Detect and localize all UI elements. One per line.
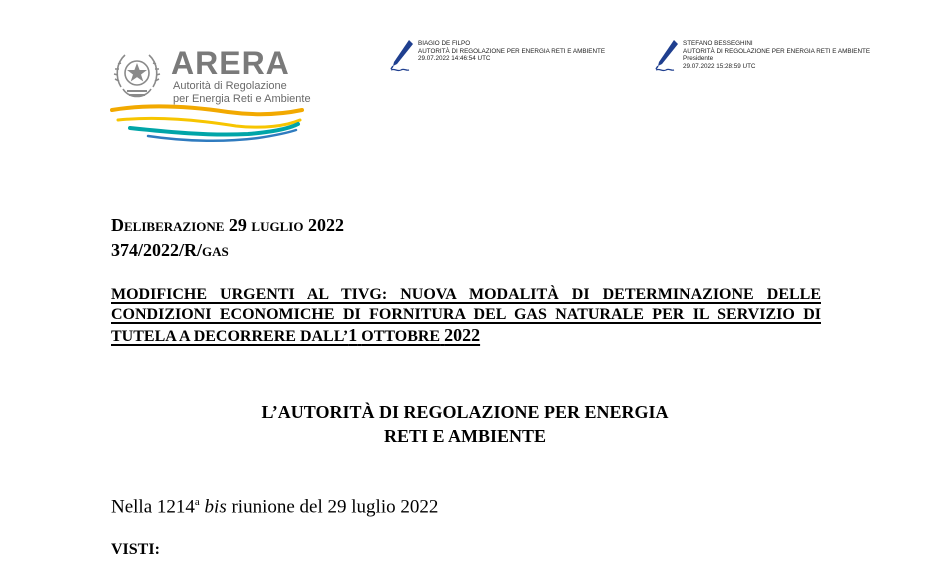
meeting-suffix: riunione del 29 luglio 2022 xyxy=(231,496,439,518)
authority-line-1: L’AUTORITÀ DI REGOLAZIONE PER ENERGIA xyxy=(261,402,669,422)
deliberation-month: luglio xyxy=(251,215,304,235)
meeting-line xyxy=(111,490,438,519)
republic-emblem-icon xyxy=(113,47,161,103)
deliberation-year: 2022 xyxy=(307,215,344,235)
subject-line-1: MODIFICHE URGENTI AL TIVG: NUOVA MODALITÀ DI DETERMINAZIONE DELLE xyxy=(111,286,821,303)
signer-organization: AUTORITÀ DI REGOLAZIONE PER ENERGIA RETI E AMBIENTE xyxy=(418,47,606,55)
authority-heading xyxy=(0,400,930,448)
meeting-ordinal-sup: a xyxy=(194,496,200,508)
logo-subtitle-line1: Autorità di Regolazione xyxy=(173,80,287,92)
deliberation-code-main: 374/2022/R/ xyxy=(111,240,203,260)
subject-line-2: CONDIZIONI ECONOMICHE DI FORNITURA DEL GAS NATURALE PER IL SERVIZIO DI xyxy=(111,306,821,323)
signer-role: Presidente xyxy=(683,55,714,62)
deliberation-code-suffix: gas xyxy=(202,240,229,260)
signature-pen-icon xyxy=(654,38,680,74)
logo-subtitle-line2: per Energia Reti e Ambiente xyxy=(173,93,311,105)
deliberation-code xyxy=(111,239,229,261)
deliberation-day: 29 xyxy=(228,215,247,235)
deliberation-title xyxy=(111,214,344,236)
logo-waves-icon xyxy=(108,102,304,144)
subject-line-3-a: TUTELA A DECORRERE DALL’ xyxy=(111,328,349,345)
authority-line-2: RETI E AMBIENTE xyxy=(383,426,547,446)
subject-line-3-b: 1 xyxy=(348,325,358,345)
meeting-bis: bis xyxy=(204,496,227,518)
signer-organization: AUTORITÀ DI REGOLAZIONE PER ENERGIA RETI E AMBIENTE xyxy=(683,47,871,55)
logo-wordmark: ARERA xyxy=(171,45,290,81)
signature-pen-icon xyxy=(389,38,415,74)
signer-name: STEFANO BESSEGHINI xyxy=(683,40,753,47)
signature-timestamp: 29.07.2022 14:46:54 UTC xyxy=(418,55,491,62)
visti-heading: VISTI: xyxy=(111,541,160,558)
signature-timestamp: 29.07.2022 15:28:59 UTC xyxy=(683,62,756,70)
meeting-prefix: Nella 1214 xyxy=(111,496,195,518)
subject-line-3 xyxy=(111,325,821,347)
deliberation-subject xyxy=(111,285,821,347)
subject-line-3-c: OTTOBRE xyxy=(361,328,441,345)
subject-line-3-d: 2022 xyxy=(444,325,481,345)
signature-block-2 xyxy=(683,40,870,70)
deliberation-label: Deliberazione xyxy=(111,215,225,235)
signature-block-1 xyxy=(418,40,605,63)
signer-name: BIAGIO DE FILPO xyxy=(418,40,471,47)
